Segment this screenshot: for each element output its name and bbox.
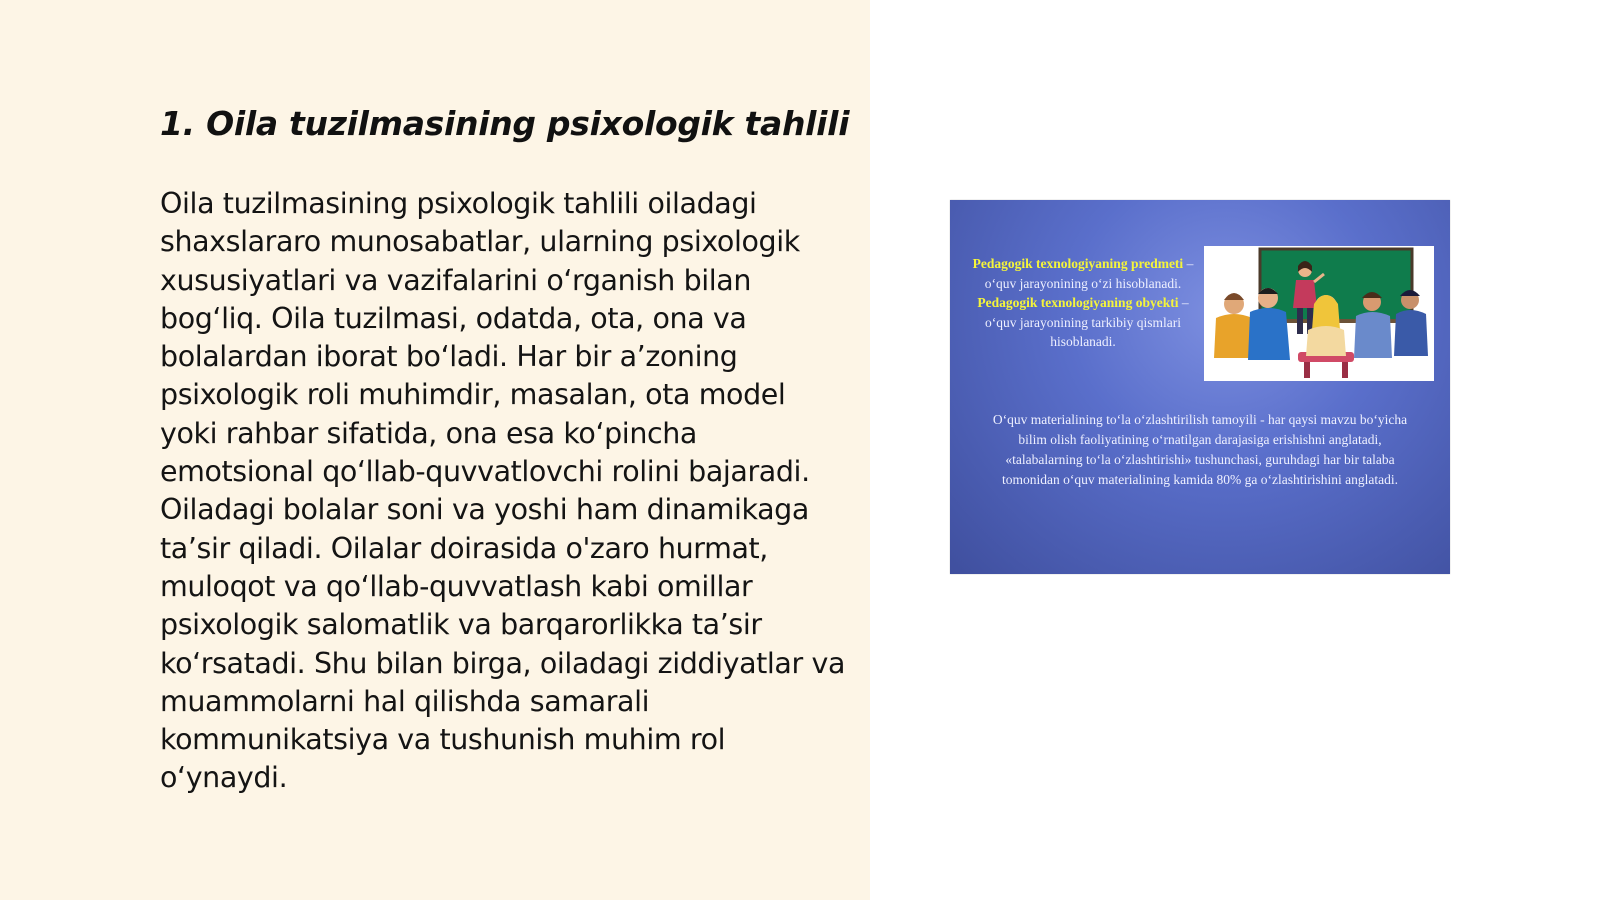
slide-bottom-paragraph: O‘quv materialining to‘la o‘zlashtirilish tamoyili - har qaysi mavzu bo‘yicha bilim olish faoliyatining o‘rnatilgan darajasiga erishishni anglatadi, «talabalarning to‘la o‘zlashtirishi» tushunchasi, guruhdagi har bir talaba tomonidan o‘quv materialining kamida 80% ga o‘zlashtirishini anglatadi. [992,412,1408,487]
slide-title: 1. Oila tuzilmasining psixologik tahlili [160,104,850,143]
definition-predmet: – o‘quv jarayonining o‘zi hisoblanadi. [984,256,1194,291]
term-predmet: Pedagogik texnologiyaning predmeti [972,256,1184,271]
definition-obyekt: –o‘quv jarayonining tarkibiy qismlari hisoblanadi. [984,295,1189,349]
term-obyekt: Pedagogik texnologiyaning obyekti [977,295,1179,310]
slide-definitions [964,254,1202,352]
body-paragraph: Oila tuzilmasining psixologik tahlili oiladagi shaxslararo munosabatlar, ularning psixologik xususiyatlari va vazifalarini o‘rganish bilan bog‘liq. Oila tuzilmasi, odatda, ota, ona va bolalardan iborat bo‘ladi. Har bir a’zoning psixologik roli muhimdir, masalan, ota model yoki rahbar sifatida, ona esa ko‘pincha emotsional qo‘llab-quvvatlovchi rolini bajaradi. Oiladagi bolalar soni va yoshi ham dinamikaga ta’sir qiladi. Oilalar doirasida o'zaro hurmat, muloqot va qo‘llab-quvvatlash kabi omillar psixologik salomatlik va barqarorlikka ta’sir ko‘rsatadi. Shu bilan birga, oiladagi ziddiyatlar va muammolarni hal qilishda samarali kommunikatsiya va tushunish muhim rol o‘ynaydi. [160,187,846,795]
embedded-slide-image [950,200,1450,574]
classroom-illustration [1204,246,1434,381]
